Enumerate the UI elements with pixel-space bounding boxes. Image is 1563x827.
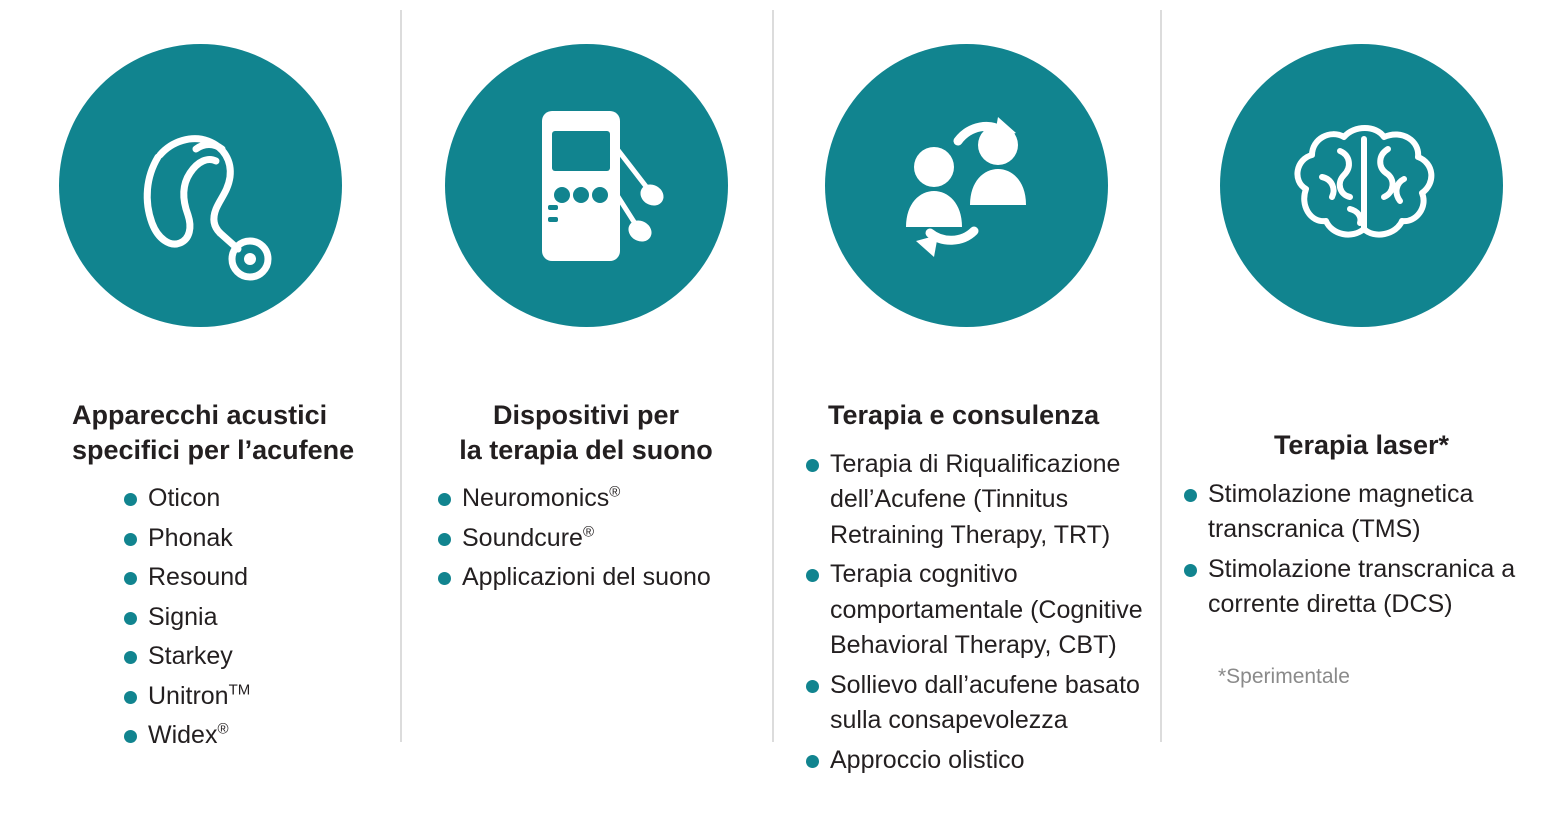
list-item	[800, 668, 1150, 739]
sound-therapy-device-icon-wrap	[400, 0, 772, 370]
list-item-sup: ®	[582, 523, 594, 541]
therapy-counseling-icon	[825, 44, 1108, 327]
column-therapy-counseling	[772, 0, 1160, 827]
footnote-experimental: *Sperimentale	[1218, 664, 1350, 688]
brain-icon	[1220, 44, 1503, 327]
column-hearing-aids	[0, 0, 400, 827]
list-item	[800, 557, 1150, 664]
sound-therapy-device-icon	[445, 44, 728, 327]
column-title-line: Terapia e consulenza	[828, 400, 1100, 430]
list-item-label: Oticon	[148, 484, 221, 513]
hearing-aid-icon-wrap	[0, 0, 400, 370]
list-item	[800, 743, 1150, 779]
list-item-label: Terapia di Riqualificazione dell’Acufene (Tinnitus Retraining Therapy, TRT)	[830, 449, 1121, 549]
list-item	[118, 560, 400, 596]
list-hearing-aids	[118, 481, 400, 754]
list-item-sup: ®	[217, 720, 229, 738]
list-item	[1178, 552, 1555, 623]
column-title-laser	[1160, 428, 1563, 463]
column-sound-therapy-devices	[400, 0, 772, 827]
list-item-label: Neuromonics	[462, 484, 610, 513]
list-item	[1178, 477, 1555, 548]
list-item-label: Phonak	[148, 523, 233, 552]
list-item-label: Starkey	[148, 642, 233, 671]
list-item-label: Approccio olistico	[830, 745, 1025, 774]
therapy-counseling-icon-wrap	[772, 0, 1160, 370]
column-divider	[772, 10, 774, 742]
list-item-label: Stimolazione magnetica transcranica (TMS)	[1208, 479, 1474, 544]
column-title-hearing-aids	[0, 398, 400, 467]
list-item-sup: TM	[228, 681, 251, 699]
column-divider	[1160, 10, 1162, 742]
brain-icon-wrap	[1160, 0, 1563, 370]
list-item	[118, 718, 400, 754]
list-sound-therapy-devices	[432, 481, 772, 596]
column-laser-therapy	[1160, 0, 1563, 827]
column-title-line: Terapia laser*	[1273, 430, 1450, 460]
list-item-label: Signia	[148, 602, 218, 631]
list-item-label: Widex	[148, 721, 218, 750]
list-item	[432, 560, 772, 596]
list-item-label: Unitron	[148, 681, 229, 710]
list-item	[432, 481, 772, 517]
list-therapy-counseling	[800, 447, 1160, 779]
column-title-sound-therapy	[400, 398, 772, 467]
list-item	[118, 481, 400, 517]
list-item-label: Applicazioni del suono	[462, 563, 711, 592]
list-item	[432, 521, 772, 557]
list-item-label: Terapia cognitivo comportamentale (Cognitive Behavioral Therapy, CBT)	[830, 560, 1143, 660]
column-title-line: la terapia del suono	[459, 434, 713, 465]
list-item-label: Sollievo dall’acufene basato sulla consapevolezza	[830, 670, 1140, 735]
list-item	[118, 679, 400, 715]
column-title-therapy	[772, 398, 1160, 433]
list-item-label: Soundcure	[462, 523, 583, 552]
column-divider	[400, 10, 402, 742]
list-item-label: Resound	[148, 563, 249, 592]
list-item	[800, 447, 1150, 554]
list-item	[118, 639, 400, 675]
list-item-label: Stimolazione transcranica a corrente diretta (DCS)	[1208, 554, 1516, 619]
list-laser-therapy	[1178, 477, 1563, 623]
list-item-sup: ®	[609, 483, 621, 501]
hearing-aid-icon	[59, 44, 342, 327]
list-item	[118, 600, 400, 636]
column-title-line: Dispositivi per	[492, 400, 680, 430]
list-item	[118, 521, 400, 557]
column-title-line: specifici per l’acufene	[72, 434, 355, 465]
column-title-line: Apparecchi acustici	[72, 400, 328, 430]
